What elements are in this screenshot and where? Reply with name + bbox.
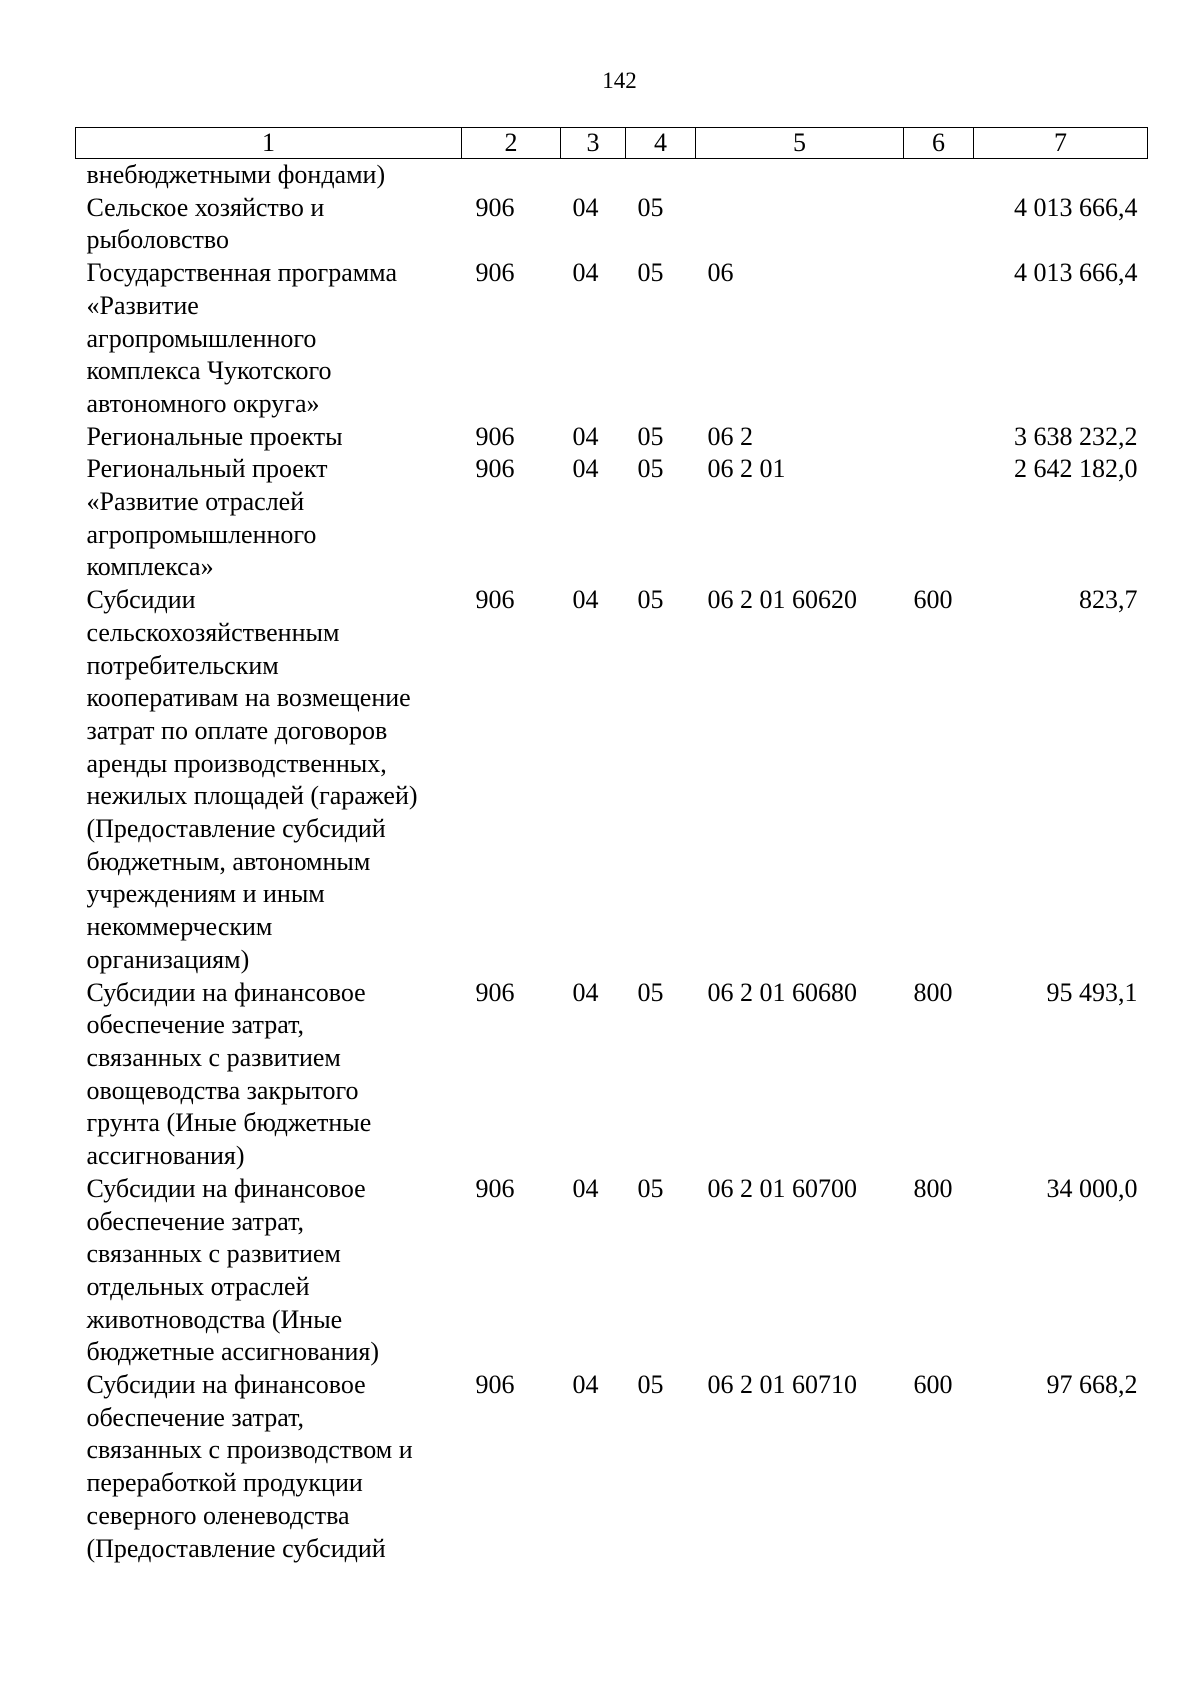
description-line: рыболовство bbox=[86, 225, 229, 255]
description-line: «Развитие отраслей bbox=[86, 487, 305, 517]
row-description bbox=[76, 192, 462, 257]
description-line: комплекса Чукотского bbox=[86, 356, 332, 386]
amount: 823,7 bbox=[1079, 585, 1138, 615]
description-line: учреждениям и иным bbox=[86, 879, 325, 909]
section-code: 04 bbox=[572, 454, 599, 484]
amount: 34 000,0 bbox=[1046, 1173, 1138, 1203]
subsection-code bbox=[626, 159, 696, 192]
section-code: 04 bbox=[572, 421, 599, 451]
description-line: аренды производственных, bbox=[86, 748, 387, 778]
administrator-code: 906 bbox=[475, 1173, 515, 1203]
target-article-code: 06 2 01 60620 bbox=[707, 585, 857, 615]
column-header: 5 bbox=[696, 128, 904, 159]
target-article-code: 06 2 01 60710 bbox=[707, 1370, 857, 1400]
description-line: обеспечение затрат, bbox=[86, 1402, 304, 1432]
expense-type-code bbox=[904, 159, 974, 192]
table-row bbox=[76, 421, 1148, 454]
administrator-code bbox=[462, 159, 561, 192]
row-description bbox=[76, 159, 462, 192]
column-header: 1 bbox=[76, 128, 462, 159]
target-article-code: 06 bbox=[707, 258, 734, 288]
description-line: обеспечение затрат, bbox=[86, 1206, 304, 1236]
section-code: 04 bbox=[572, 585, 599, 615]
description-line: Субсидии на финансовое bbox=[86, 977, 366, 1007]
row-description bbox=[76, 453, 462, 584]
administrator-code: 906 bbox=[475, 977, 515, 1007]
subsection-code: 05 bbox=[637, 585, 664, 615]
target-article-code bbox=[696, 159, 904, 192]
table-row bbox=[76, 257, 1148, 421]
column-header: 7 bbox=[974, 128, 1148, 159]
description-line: бюджетным, автономным bbox=[86, 846, 371, 876]
expense-type-code: 800 bbox=[913, 977, 953, 1007]
budget-table bbox=[75, 127, 1148, 1565]
section-code bbox=[561, 159, 626, 192]
expense-type-code bbox=[904, 192, 974, 257]
row-description bbox=[76, 1173, 462, 1369]
amount: 95 493,1 bbox=[1046, 977, 1138, 1007]
table-row bbox=[76, 584, 1148, 976]
description-line: Государственная программа bbox=[86, 258, 398, 288]
column-header: 4 bbox=[626, 128, 696, 159]
description-line: нежилых площадей (гаражей) bbox=[86, 781, 418, 811]
amount: 97 668,2 bbox=[1046, 1370, 1138, 1400]
target-article-code: 06 2 01 60700 bbox=[707, 1173, 857, 1203]
table-row bbox=[76, 977, 1148, 1173]
description-line: «Развитие bbox=[86, 290, 199, 320]
description-line: отдельных отраслей bbox=[86, 1271, 310, 1301]
administrator-code: 906 bbox=[475, 258, 515, 288]
administrator-code: 906 bbox=[475, 1370, 515, 1400]
description-line: кооперативам на возмещение bbox=[86, 683, 411, 713]
row-description bbox=[76, 977, 462, 1173]
row-description bbox=[76, 1369, 462, 1565]
expense-type-code: 600 bbox=[913, 585, 953, 615]
description-line: Сельское хозяйство и bbox=[86, 192, 325, 222]
amount: 3 638 232,2 bbox=[1014, 421, 1138, 451]
description-line: Субсидии bbox=[86, 585, 196, 615]
subsection-code: 05 bbox=[637, 1370, 664, 1400]
description-line: некоммерческим bbox=[86, 912, 273, 942]
table-row bbox=[76, 1173, 1148, 1369]
subsection-code: 05 bbox=[637, 258, 664, 288]
section-code: 04 bbox=[572, 1370, 599, 1400]
description-line: связанных с производством и bbox=[86, 1435, 413, 1465]
subsection-code: 05 bbox=[637, 421, 664, 451]
target-article-code: 06 2 01 60680 bbox=[707, 977, 857, 1007]
section-code: 04 bbox=[572, 977, 599, 1007]
expense-type-code bbox=[904, 257, 974, 421]
target-article-code bbox=[696, 192, 904, 257]
expense-type-code bbox=[904, 453, 974, 584]
description-line: грунта (Иные бюджетные bbox=[86, 1108, 372, 1138]
description-line: северного оленеводства bbox=[86, 1500, 350, 1530]
table-row bbox=[76, 453, 1148, 584]
subsection-code: 05 bbox=[637, 977, 664, 1007]
description-line: Региональные проекты bbox=[86, 421, 343, 451]
description-line: автономного округа» bbox=[86, 388, 320, 418]
section-code: 04 bbox=[572, 258, 599, 288]
table-row bbox=[76, 159, 1148, 192]
row-description bbox=[76, 421, 462, 454]
description-line: обеспечение затрат, bbox=[86, 1010, 304, 1040]
table-body bbox=[76, 159, 1148, 1566]
column-header: 2 bbox=[462, 128, 561, 159]
description-line: организациям) bbox=[86, 944, 250, 974]
expense-type-code: 600 bbox=[913, 1370, 953, 1400]
page-number: 142 bbox=[602, 68, 637, 93]
subsection-code: 05 bbox=[637, 1173, 664, 1203]
description-line: животноводства (Иные bbox=[86, 1304, 343, 1334]
section-code: 04 bbox=[572, 1173, 599, 1203]
administrator-code: 906 bbox=[475, 192, 515, 222]
description-line: связанных с развитием bbox=[86, 1239, 341, 1269]
amount: 4 013 666,4 bbox=[1014, 258, 1138, 288]
administrator-code: 906 bbox=[475, 454, 515, 484]
table-header-row bbox=[76, 128, 1148, 159]
table-row bbox=[76, 192, 1148, 257]
description-line: ассигнования) bbox=[86, 1141, 245, 1171]
description-line: (Предоставление субсидий bbox=[86, 1533, 386, 1563]
table-row bbox=[76, 1369, 1148, 1565]
row-description bbox=[76, 257, 462, 421]
row-description bbox=[76, 584, 462, 976]
amount bbox=[974, 159, 1148, 192]
description-line: внебюджетными фондами) bbox=[86, 160, 386, 189]
description-line: агропромышленного bbox=[86, 519, 317, 549]
description-line: Субсидии на финансовое bbox=[86, 1173, 366, 1203]
description-line: сельскохозяйственным bbox=[86, 617, 340, 647]
description-line: комплекса» bbox=[86, 552, 214, 582]
column-header: 3 bbox=[561, 128, 626, 159]
expense-type-code bbox=[904, 421, 974, 454]
description-line: переработкой продукции bbox=[86, 1468, 363, 1498]
amount: 4 013 666,4 bbox=[1014, 192, 1138, 222]
target-article-code: 06 2 bbox=[707, 421, 753, 451]
description-line: (Предоставление субсидий bbox=[86, 814, 386, 844]
description-line: агропромышленного bbox=[86, 323, 317, 353]
description-line: затрат по оплате договоров bbox=[86, 715, 388, 745]
description-line: Субсидии на финансовое bbox=[86, 1370, 366, 1400]
description-line: овощеводства закрытого bbox=[86, 1075, 359, 1105]
description-line: Региональный проект bbox=[86, 454, 328, 484]
target-article-code: 06 2 01 bbox=[707, 454, 786, 484]
expense-type-code: 800 bbox=[913, 1173, 953, 1203]
administrator-code: 906 bbox=[475, 421, 515, 451]
amount: 2 642 182,0 bbox=[1014, 454, 1138, 484]
subsection-code: 05 bbox=[637, 192, 664, 222]
administrator-code: 906 bbox=[475, 585, 515, 615]
section-code: 04 bbox=[572, 192, 599, 222]
column-header: 6 bbox=[904, 128, 974, 159]
description-line: бюджетные ассигнования) bbox=[86, 1337, 380, 1367]
description-line: потребительским bbox=[86, 650, 279, 680]
subsection-code: 05 bbox=[637, 454, 664, 484]
description-line: связанных с развитием bbox=[86, 1042, 341, 1072]
